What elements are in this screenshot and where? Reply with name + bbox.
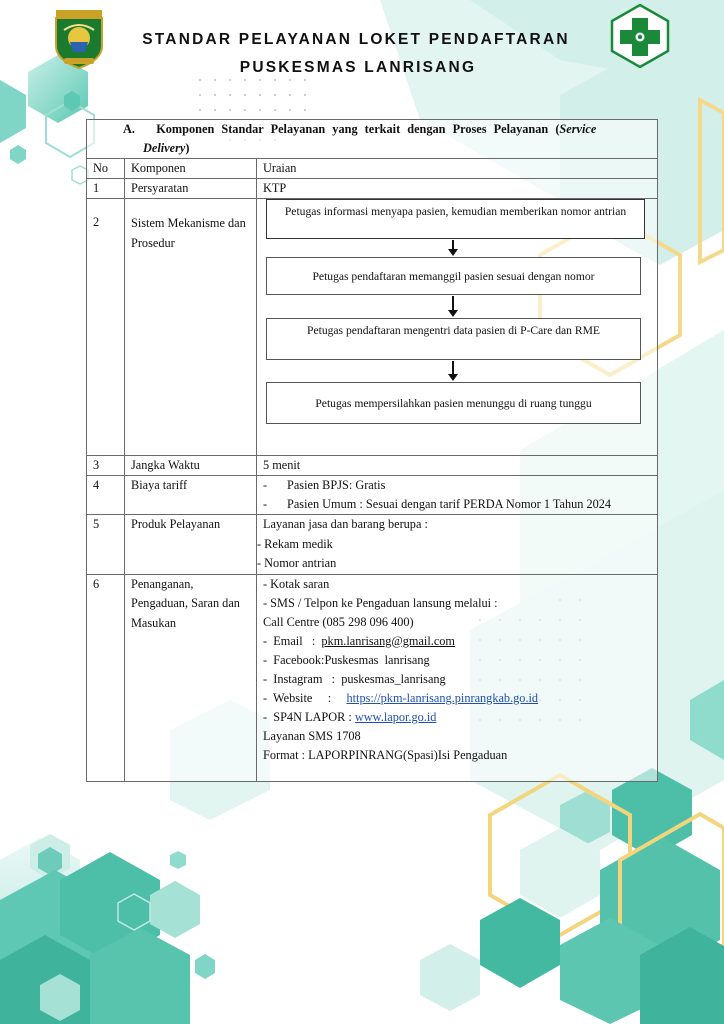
row-uraian-penanganan (257, 574, 658, 781)
row-uraian-produk (257, 515, 658, 575)
page-title-line-2: PUSKESMAS LANRISANG (239, 59, 477, 76)
row-uraian-biaya (257, 476, 658, 515)
website-link[interactable]: https://pkm-lanrisang.pinrangkab.go.id (346, 690, 539, 705)
lapor-link[interactable]: www.lapor.go.id (354, 709, 437, 724)
procedure-flowchart (257, 199, 658, 456)
section-heading-italic-2: Delivery (143, 141, 186, 155)
page-title-line-1: STANDAR PELAYANAN LOKET PENDAFTARAN (142, 31, 570, 48)
produk-intro: Layanan jasa dan barang berupa : (263, 517, 428, 531)
section-heading-text: Komponen Standar Pelayanan yang terkait dengan Proses Pelayanan ( (156, 122, 560, 136)
table-row (87, 476, 658, 515)
section-heading-prefix: A. (123, 122, 135, 136)
row-no: 1 (87, 179, 125, 199)
col-header-uraian: Uraian (257, 159, 658, 179)
list-item: - Rekam medik (257, 536, 333, 551)
row-no: 6 (87, 574, 125, 781)
row-no: 4 (87, 476, 125, 515)
bullet-dash: - (263, 497, 268, 511)
service-standard-table (86, 119, 658, 782)
table-row (87, 574, 658, 781)
biaya-umum: Pasien Umum : Sesuai dengan tarif PERDA Nomor 1 Tahun 2024 (287, 497, 612, 511)
section-heading-close: ) (185, 141, 190, 155)
row-komponen: Persyaratan (125, 179, 257, 199)
row-komponen: Biaya tariff (125, 476, 257, 515)
lapor-label: - SP4N LAPOR : (263, 709, 355, 724)
section-heading (87, 120, 658, 159)
list-item (263, 708, 651, 727)
row-komponen: Sistem Mekanisme dan Prosedur (125, 199, 257, 456)
sms-1708: Layanan SMS 1708 (263, 728, 361, 743)
table-row (87, 456, 658, 476)
list-item: - Nomor antrian (257, 556, 337, 570)
list-item: - Instagram : puskesmas_lanrisang (263, 671, 446, 686)
flow-step-3: Petugas pendaftaran mengentri data pasien di P-Care dan RME (266, 318, 641, 360)
list-item: - SMS / Telpon ke Pengaduan lansung melalui : (263, 595, 498, 610)
flow-step-4: Petugas mempersilahkan pasien menunggu di ruang tunggu (266, 382, 641, 424)
flow-step-1: Petugas informasi menyapa pasien, kemudian memberikan nomor antrian (266, 199, 645, 239)
table-row (87, 199, 658, 456)
list-item (263, 495, 651, 514)
table-row (87, 515, 658, 575)
row-komponen: Jangka Waktu (125, 456, 257, 476)
call-centre: Call Centre (085 298 096 400) (263, 614, 414, 629)
list-item (263, 632, 651, 651)
section-heading-italic-1: Service (559, 122, 597, 136)
row-uraian: KTP (257, 179, 658, 199)
email-label: - Email : (263, 633, 322, 648)
list-item: - Kotak saran (263, 576, 330, 591)
row-no: 5 (87, 515, 125, 575)
row-no: 2 (87, 199, 125, 456)
section-heading-row (87, 120, 658, 159)
bullet-dash: - (263, 478, 268, 492)
row-komponen: Produk Pelayanan (125, 515, 257, 575)
flow-arrow-down-icon (452, 296, 454, 315)
flow-step-2: Petugas pendaftaran memanggil pasien sesuai dengan nomor (266, 257, 641, 295)
row-komponen: Penanganan, Pengaduan, Saran dan Masukan (125, 574, 257, 781)
website-label: - Website : (263, 690, 347, 705)
row-uraian: 5 menit (257, 456, 658, 476)
list-item (263, 689, 651, 708)
col-header-komponen: Komponen (125, 159, 257, 179)
lapor-format: Format : LAPORPINRANG(Spasi)Isi Pengaduan (263, 747, 508, 762)
table-header-row (87, 159, 658, 179)
email-address: pkm.lanrisang@gmail.com (321, 633, 455, 648)
list-item (263, 476, 651, 495)
biaya-bpjs: Pasien BPJS: Gratis (287, 478, 386, 492)
row-no: 3 (87, 456, 125, 476)
table-row (87, 179, 658, 199)
list-item: - Facebook:Puskesmas lanrisang (263, 652, 430, 667)
flow-arrow-down-icon (452, 240, 454, 254)
col-header-no: No (87, 159, 125, 179)
flow-arrow-down-icon (452, 361, 454, 379)
